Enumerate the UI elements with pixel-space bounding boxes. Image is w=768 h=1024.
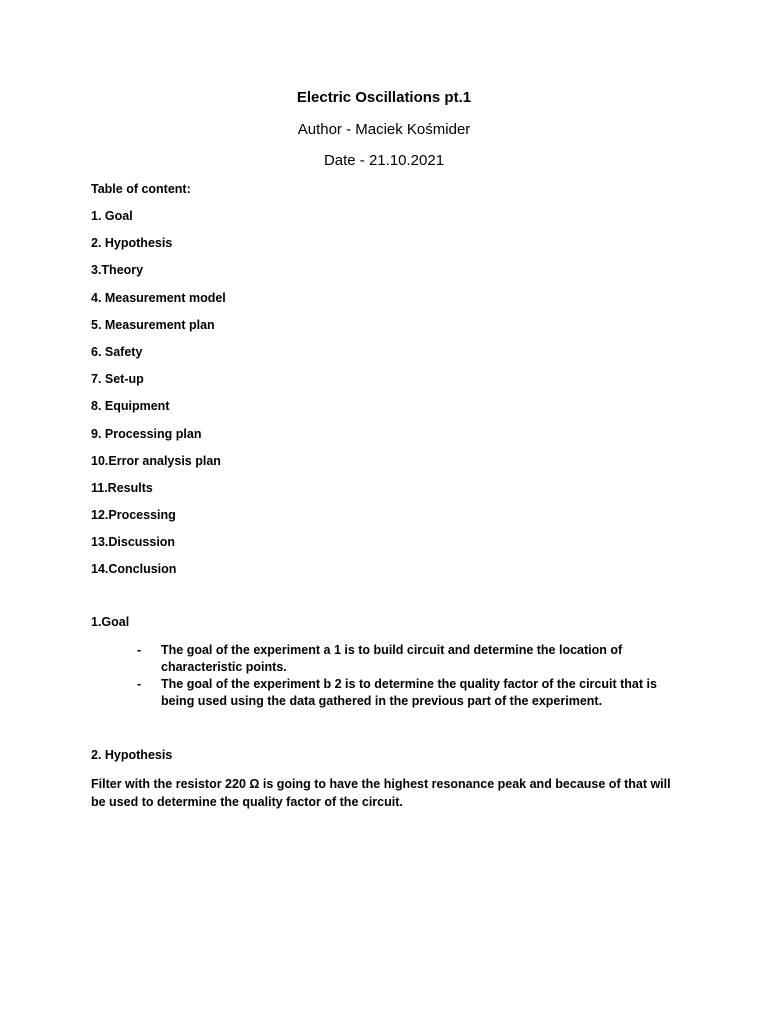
toc-item: 11.Results [91, 480, 153, 495]
toc-item: 2. Hypothesis [91, 236, 173, 251]
toc-heading: Table of content: [91, 182, 191, 196]
toc-list [91, 209, 226, 590]
toc-item: 10.Error analysis plan [91, 453, 221, 468]
goal-heading: 1.Goal [91, 615, 130, 629]
toc-item: 14.Conclusion [91, 562, 177, 577]
toc-item: 1. Goal [91, 209, 133, 223]
toc-item: 9. Processing plan [91, 426, 202, 441]
goal-bullet [137, 676, 677, 710]
goal-bullet-list [137, 642, 677, 710]
hypothesis-heading: 2. Hypothesis [91, 748, 173, 762]
toc-item: 7. Set-up [91, 372, 144, 387]
toc-item: 12.Processing [91, 508, 176, 523]
toc-item: 5. Measurement plan [91, 317, 215, 332]
bullet-dash: - [137, 643, 142, 657]
toc-item: 3.Theory [91, 263, 144, 278]
toc-item: 6. Safety [91, 344, 143, 359]
document-author: Author - Maciek Kośmider [297, 121, 471, 138]
goal-bullet [137, 642, 677, 676]
toc-item: 4. Measurement model [91, 290, 226, 305]
bullet-dash: - [137, 677, 142, 691]
goal-bullet-text: The goal of the experiment b 2 is to determine the quality factor of the circuit that is being used using the data gathered in the previous part of the experiment. [161, 677, 657, 708]
goal-bullet-text: The goal of the experiment a 1 is to build circuit and determine the location of characteristic points. [161, 643, 623, 674]
document-title: Electric Oscillations pt.1 [296, 89, 472, 106]
hypothesis-paragraph: Filter with the resistor 220 Ω is going to have the highest resonance peak and because of that will be used to determine the quality factor of the circuit. [91, 777, 671, 809]
toc-item: 8. Equipment [91, 399, 170, 414]
document-date: Date - 21.10.2021 [323, 152, 445, 169]
toc-item: 13.Discussion [91, 535, 176, 550]
